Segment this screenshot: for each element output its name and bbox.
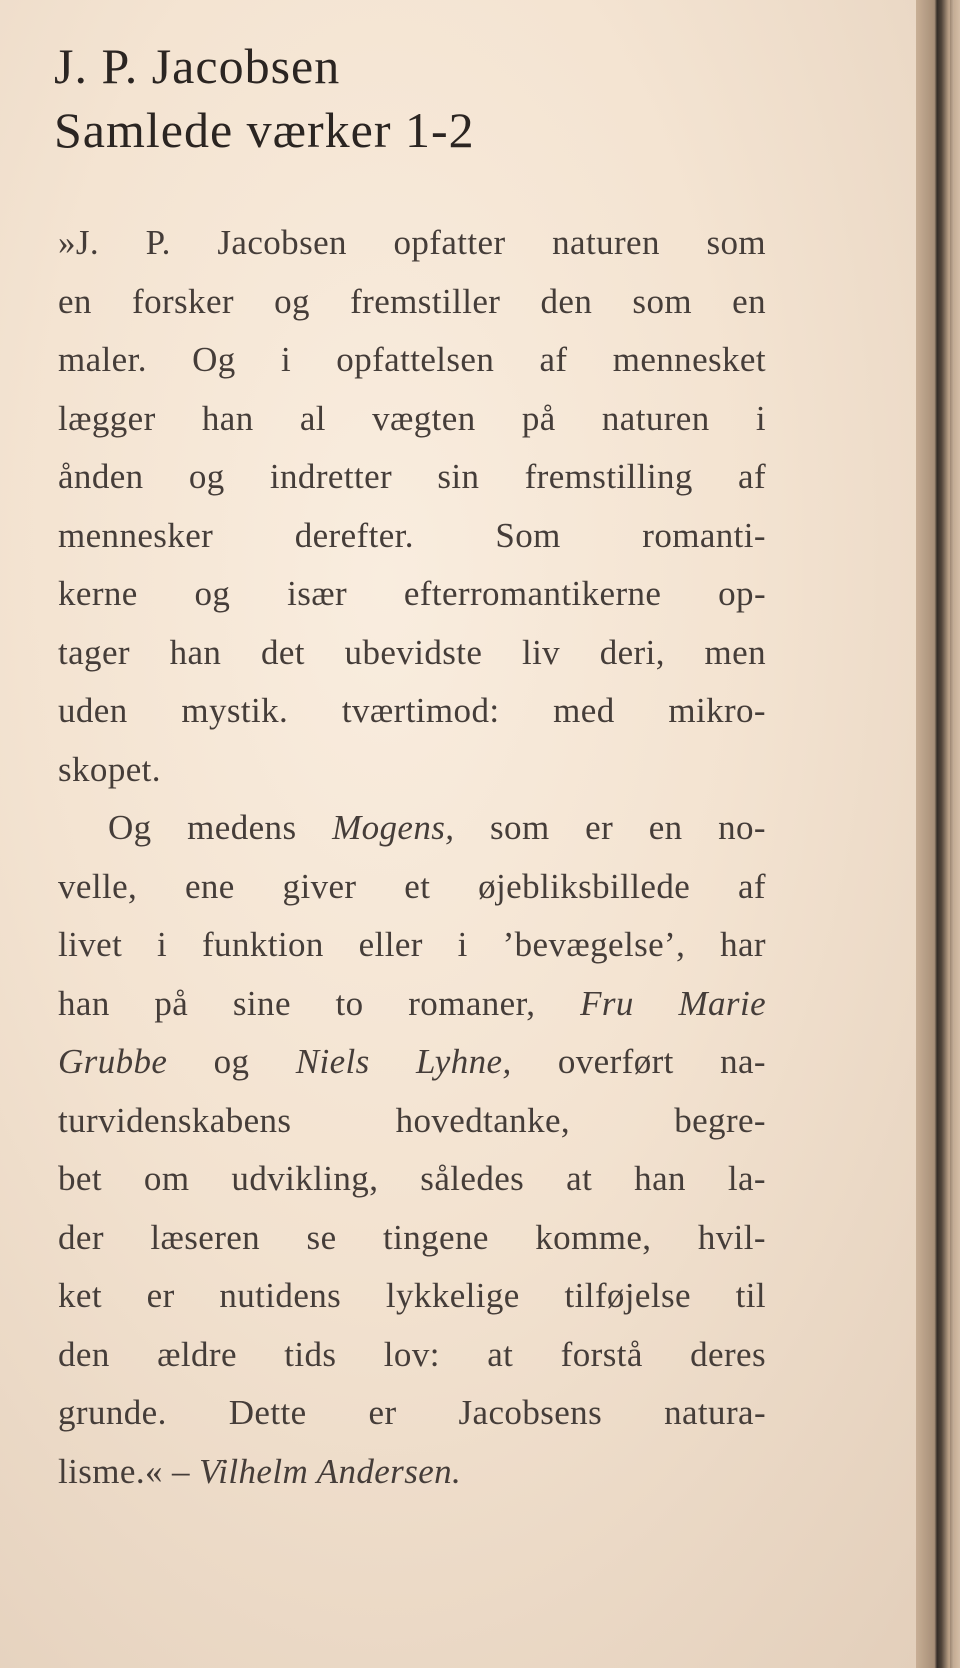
text-segment: som er en no- xyxy=(454,808,766,847)
text-segment: Og medens xyxy=(108,808,333,847)
book-title xyxy=(54,34,475,162)
quote-text xyxy=(58,214,766,1501)
text-line-9: uden mystik. tværtimod: med mikro- xyxy=(58,691,766,730)
title-author: J. P. Jacobsen xyxy=(54,38,341,94)
text-line-14 xyxy=(58,975,766,1034)
page-edge-shadow xyxy=(916,0,960,1668)
book-title-fru-marie: Fru Marie xyxy=(580,983,766,1023)
text-line-19: ket er nutidens lykkelige tilføjelse til xyxy=(58,1276,766,1315)
title-volume: Samlede værker 1-2 xyxy=(54,102,475,158)
text-line-8: tager han det ubevidste liv deri, men xyxy=(58,632,766,672)
book-title-niels-lyhne: Niels Lyhne, xyxy=(295,1042,512,1081)
text-segment: overført na- xyxy=(511,1042,766,1081)
text-segment: og xyxy=(167,1042,296,1081)
text-line-20: den ældre tids lov: at forstå deres xyxy=(58,1334,766,1374)
text-line-4: lægger han al vægten på naturen i xyxy=(58,398,766,438)
text-line-16: turvidenskabens hovedtanke, begre- xyxy=(58,1100,766,1140)
text-line-10: skopet. xyxy=(58,749,161,789)
quote-attribution: Vilhelm Andersen. xyxy=(199,1451,462,1491)
text-line-3: maler. Og i opfattelsen af mennesket xyxy=(58,340,766,379)
text-line-18: der læseren se tingene komme, hvil- xyxy=(58,1217,766,1257)
text-segment: han på sine to romaner, xyxy=(58,983,581,1023)
text-line-22 xyxy=(58,1443,766,1502)
text-line-12: velle, ene giver et øjebliksbillede af xyxy=(58,866,766,906)
text-line-7: kerne og især efterromantikerne op- xyxy=(58,574,766,613)
text-line-11 xyxy=(58,799,766,858)
text-line-17: bet om udvikling, således at han la- xyxy=(58,1159,766,1198)
book-title-mogens: Mogens, xyxy=(332,808,455,847)
text-line-5: ånden og indretter sin fremstilling af xyxy=(58,457,766,496)
text-line-6: mennesker derefter. Som romanti- xyxy=(58,515,766,555)
text-line-13: livet i funktion eller i ’bevægelse’, har xyxy=(58,925,766,964)
text-line-1: »J. P. Jacobsen opfatter naturen som xyxy=(58,223,766,262)
text-line-21: grunde. Dette er Jacobsens natura- xyxy=(58,1393,766,1432)
text-segment: lisme.« – xyxy=(58,1451,200,1491)
book-title-grubbe: Grubbe xyxy=(58,1042,168,1081)
text-line-2: en forsker og fremstiller den som en xyxy=(58,281,766,321)
text-line-15 xyxy=(58,1033,766,1092)
